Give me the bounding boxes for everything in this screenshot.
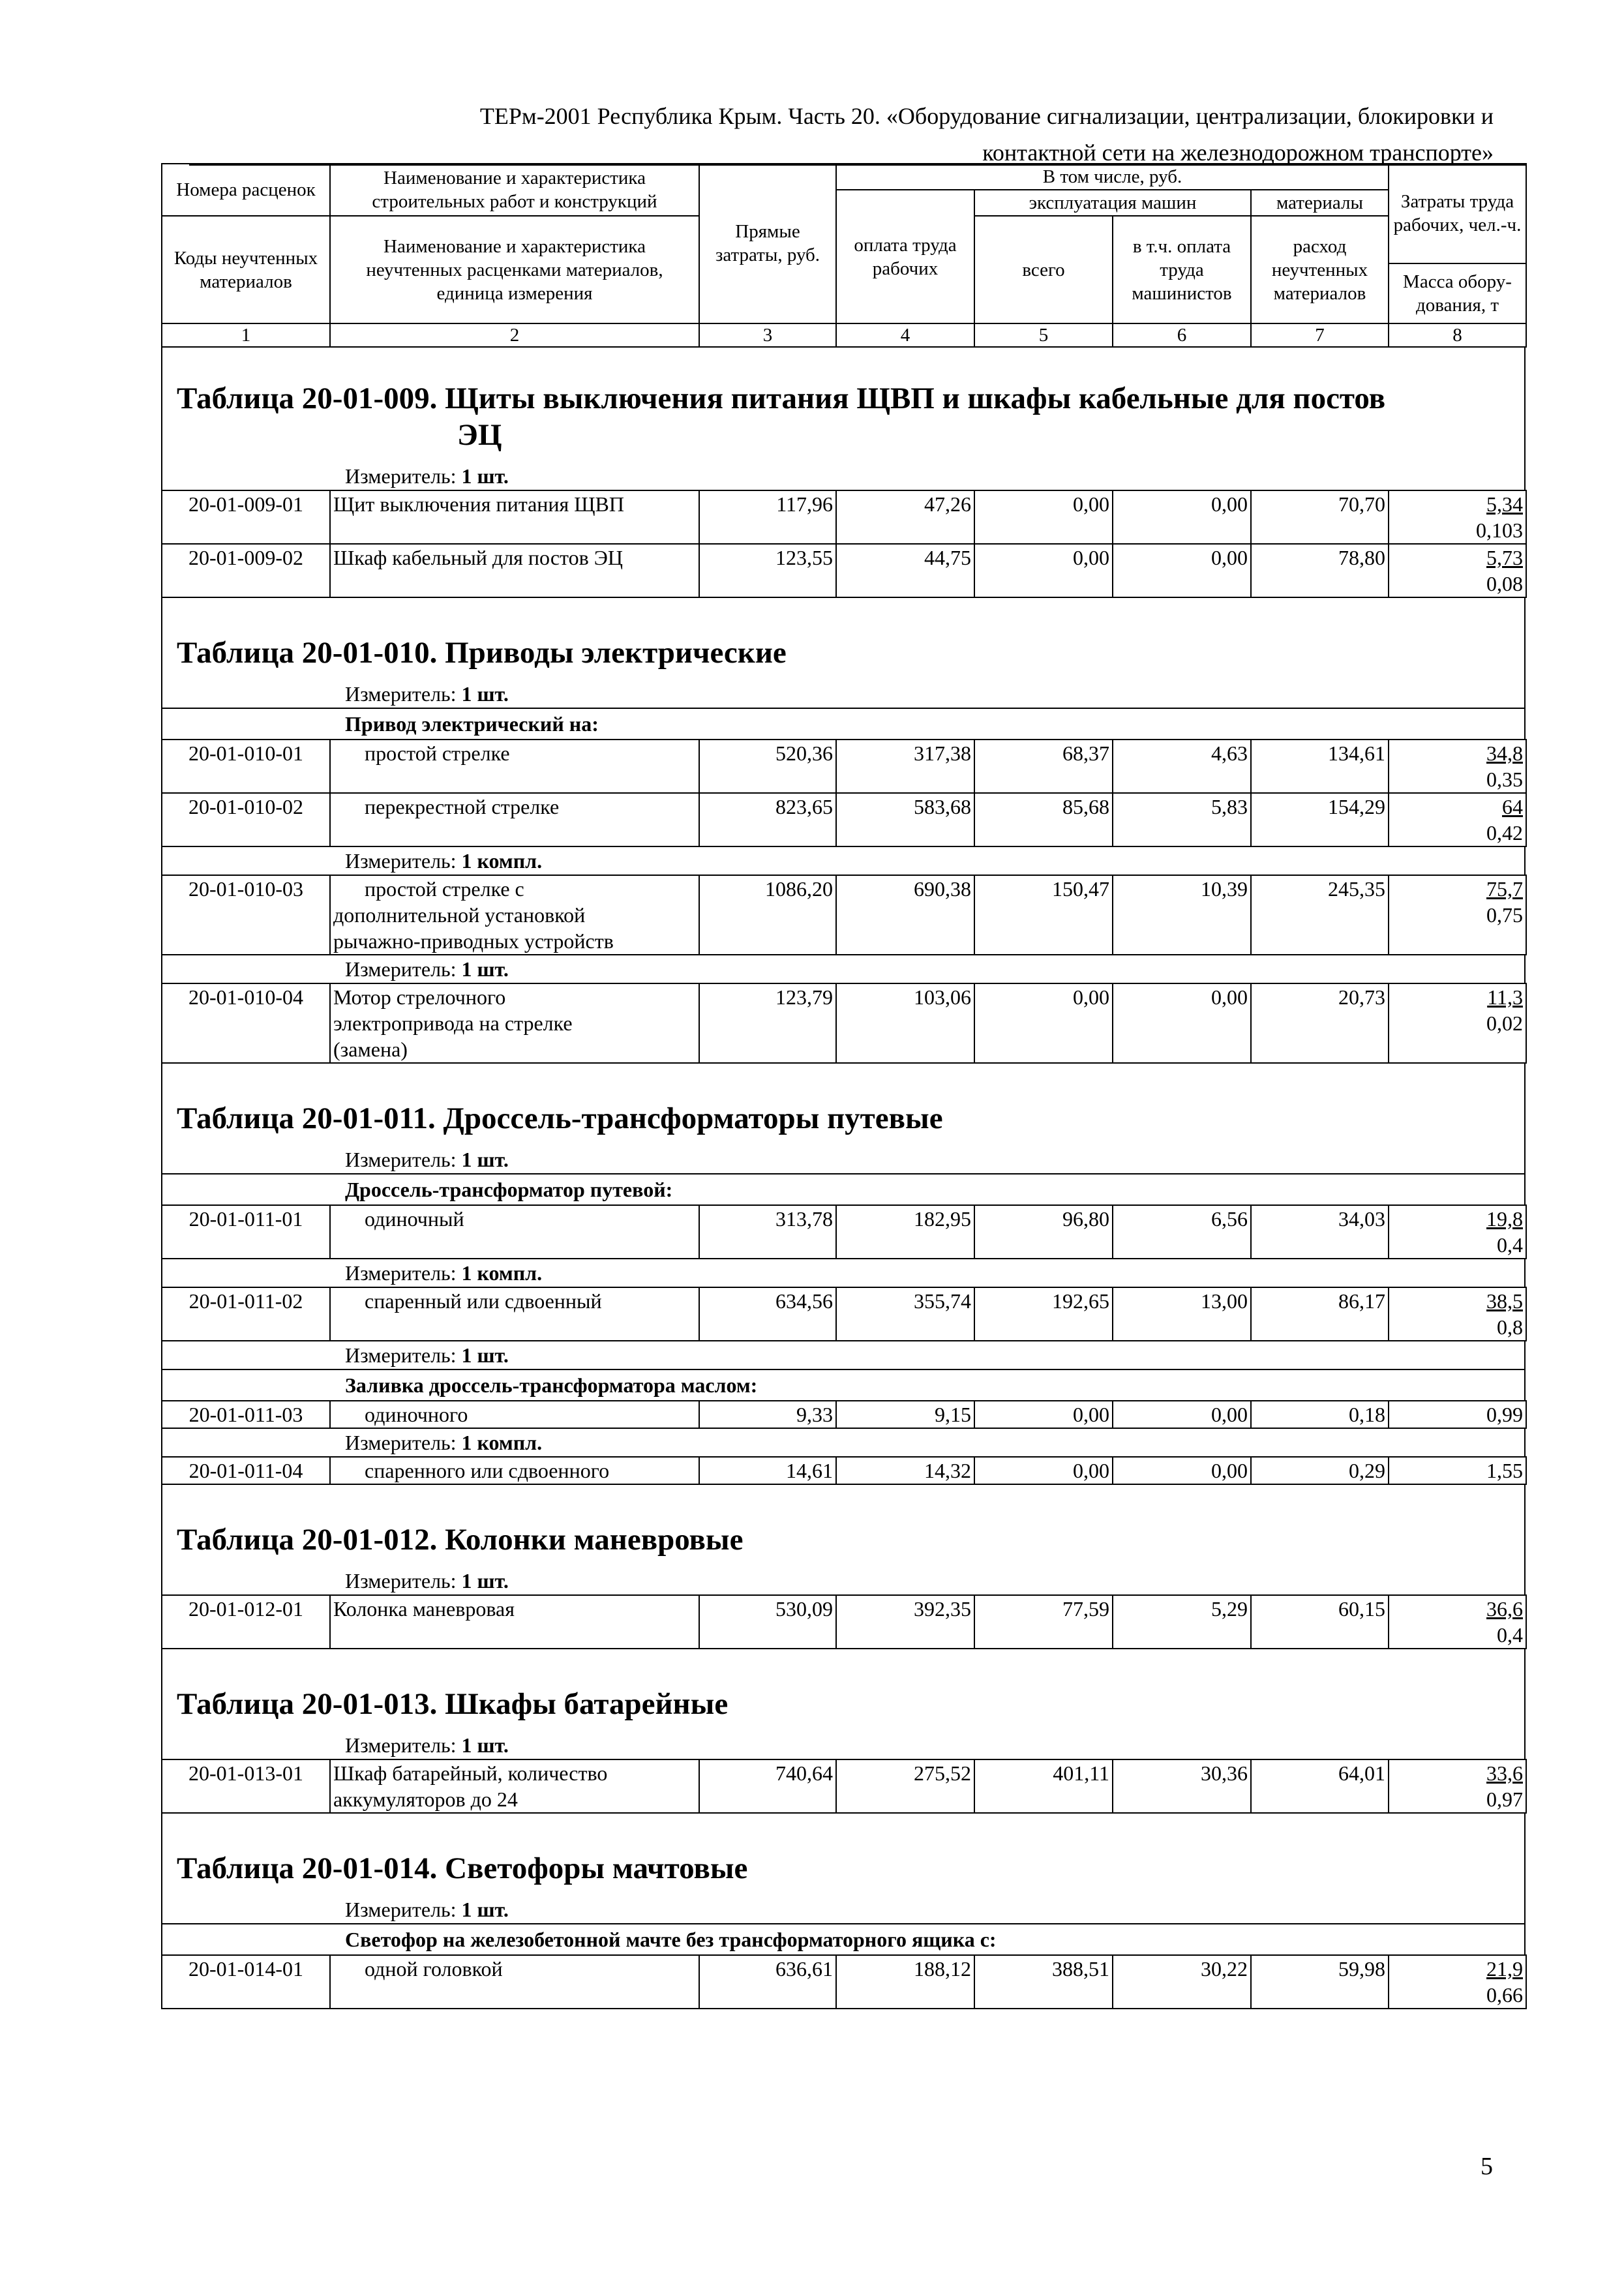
rates-table — [161, 1954, 1527, 2009]
table-row — [162, 1595, 1526, 1649]
rate-code: 20-01-011-02 — [162, 1287, 330, 1341]
col-number: 5 — [974, 323, 1113, 347]
worker-pay: 355,74 — [836, 1287, 974, 1341]
worker-pay: 14,32 — [836, 1457, 974, 1484]
table-row — [162, 1759, 1526, 1813]
equipment-mass: 0,8 — [1497, 1315, 1523, 1339]
table-row — [162, 740, 1526, 793]
labor-mass-cell — [1389, 490, 1526, 544]
col-number: 3 — [699, 323, 836, 347]
equipment-mass: 0,75 — [1486, 903, 1523, 927]
table-row — [162, 1401, 1526, 1428]
rates-table — [161, 1287, 1527, 1341]
table-title-continued: ЭЦ — [457, 418, 502, 452]
table-row — [162, 1287, 1526, 1341]
equipment-mass: 0,35 — [1486, 768, 1523, 791]
col3-header: Прямые затраты, руб. — [699, 164, 836, 323]
materials-cost: 78,80 — [1251, 544, 1389, 597]
machines-total: 96,80 — [974, 1205, 1113, 1259]
machines-total: 0,00 — [974, 490, 1113, 544]
rates-table — [161, 739, 1527, 847]
page-number: 5 — [1481, 2153, 1493, 2180]
rate-code: 20-01-010-04 — [162, 983, 330, 1063]
rate-name: спаренный или сдвоенный — [330, 1287, 699, 1341]
unit-line: Измеритель: 1 шт. — [161, 1896, 1526, 1923]
labor-mass-cell — [1389, 793, 1526, 846]
materials-cost: 60,15 — [1251, 1595, 1389, 1649]
materials-cost: 20,73 — [1251, 983, 1389, 1063]
unit-line: Измеритель: 1 шт. — [161, 680, 1526, 708]
equipment-mass: 0,08 — [1486, 572, 1523, 595]
materials-cost: 134,61 — [1251, 740, 1389, 793]
labor-mass-cell — [1389, 875, 1526, 955]
header-line-1: ТЕРм-2001 Республика Крым. Часть 20. «Оборудование сигнализации, централизации, блокировки и — [479, 103, 1494, 129]
col5-header: всего — [974, 216, 1113, 323]
labor-mass-cell — [1389, 1595, 1526, 1649]
labor-hours: 75,7 — [1486, 877, 1523, 901]
labor-hours: 5,73 — [1486, 546, 1523, 569]
worker-pay: 47,26 — [836, 490, 974, 544]
worker-pay: 188,12 — [836, 1955, 974, 2009]
machines-total: 150,47 — [974, 875, 1113, 955]
table-title-block — [161, 1064, 1526, 1146]
rate-name: Колонка маневровая — [330, 1595, 699, 1649]
col-number: 4 — [836, 323, 974, 347]
rate-code: 20-01-012-01 — [162, 1595, 330, 1649]
machinist-pay: 0,00 — [1113, 490, 1251, 544]
rates-table — [161, 983, 1527, 1064]
machines-total: 0,00 — [974, 983, 1113, 1063]
col6-header: в т.ч. оплата труда машинистов — [1113, 216, 1251, 323]
table-row — [162, 1457, 1526, 1484]
table-row — [162, 544, 1526, 597]
unit-line: Измеритель: 1 шт. — [161, 1567, 1526, 1594]
worker-pay: 182,95 — [836, 1205, 974, 1259]
col1-header-top: Номера расценок — [162, 164, 330, 216]
machines-total: 0,00 — [974, 544, 1113, 597]
rate-code: 20-01-014-01 — [162, 1955, 330, 2009]
machines-total: 0,00 — [974, 1457, 1113, 1484]
table-title: Таблица 20-01-010. Приводы электрические — [177, 636, 787, 670]
rates-table — [161, 490, 1527, 598]
equipment-mass: 0,4 — [1497, 1233, 1523, 1257]
materials-cost: 154,29 — [1251, 793, 1389, 846]
labor-mass-cell — [1389, 1287, 1526, 1341]
materials-cost: 70,70 — [1251, 490, 1389, 544]
table-title: Таблица 20-01-013. Шкафы батарейные — [177, 1687, 729, 1721]
materials-cost: 0,29 — [1251, 1457, 1389, 1484]
equipment-mass: 0,42 — [1486, 821, 1523, 845]
direct-cost: 530,09 — [699, 1595, 836, 1649]
table-title-block — [161, 1814, 1526, 1896]
worker-pay: 690,38 — [836, 875, 974, 955]
direct-cost: 123,55 — [699, 544, 836, 597]
labor-mass-cell — [1389, 983, 1526, 1063]
section-heading: Дроссель-трансформатор путевой: — [161, 1173, 1526, 1204]
machinist-pay: 5,29 — [1113, 1595, 1251, 1649]
rate-code: 20-01-011-03 — [162, 1401, 330, 1428]
table-row — [162, 983, 1526, 1063]
labor-hours: 34,8 — [1486, 741, 1523, 765]
col4-header: оплата труда рабочих — [836, 190, 974, 323]
labor-hours: 0,99 — [1389, 1401, 1526, 1428]
col-number: 7 — [1251, 323, 1389, 347]
rates-table — [161, 1456, 1527, 1485]
rate-code: 20-01-013-01 — [162, 1759, 330, 1813]
materials-cost: 0,18 — [1251, 1401, 1389, 1428]
header-line-2: контактной сети на железнодорожном транспорте» — [982, 140, 1494, 166]
labor-mass-cell — [1389, 544, 1526, 597]
equipment-mass: 0,02 — [1486, 1011, 1523, 1035]
labor-hours: 33,6 — [1486, 1761, 1523, 1785]
unit-line: Измеритель: 1 шт. — [161, 462, 1526, 490]
table-row — [162, 793, 1526, 846]
machinist-pay: 4,63 — [1113, 740, 1251, 793]
table-title-block — [161, 1649, 1526, 1731]
rates-table — [161, 1204, 1527, 1259]
labor-hours: 1,55 — [1389, 1457, 1526, 1484]
rate-code: 20-01-010-01 — [162, 740, 330, 793]
rate-name: Шкаф батарейный, количество аккумуляторов до 24 — [330, 1759, 699, 1813]
rate-name: одной головкой — [330, 1955, 699, 2009]
machinist-pay: 6,56 — [1113, 1205, 1251, 1259]
machinist-pay: 0,00 — [1113, 1401, 1251, 1428]
group-header: В том числе, руб. — [836, 164, 1389, 190]
worker-pay: 9,15 — [836, 1401, 974, 1428]
machinist-pay: 30,22 — [1113, 1955, 1251, 2009]
col-number: 1 — [162, 323, 330, 347]
labor-hours: 19,8 — [1486, 1207, 1523, 1231]
table-title: Таблица 20-01-009. Щиты выключения питания ЩВП и шкафы кабельные для постов — [177, 382, 1386, 415]
worker-pay: 583,68 — [836, 793, 974, 846]
machines-total: 68,37 — [974, 740, 1113, 793]
machines-header: эксплуатация машин — [974, 190, 1251, 216]
labor-hours: 36,6 — [1486, 1597, 1523, 1621]
table-row — [162, 1955, 1526, 2009]
materials-cost: 59,98 — [1251, 1955, 1389, 2009]
direct-cost: 636,61 — [699, 1955, 836, 2009]
table-title: Таблица 20-01-012. Колонки маневровые — [177, 1523, 744, 1557]
materials-cost: 34,03 — [1251, 1205, 1389, 1259]
direct-cost: 313,78 — [699, 1205, 836, 1259]
labor-mass-cell — [1389, 1205, 1526, 1259]
unit-line: Измеритель: 1 шт. — [161, 1341, 1526, 1369]
section-heading: Заливка дроссель-трансформатора маслом: — [161, 1369, 1526, 1400]
materials-cost: 64,01 — [1251, 1759, 1389, 1813]
section-heading: Привод электрический на: — [161, 708, 1526, 739]
rates-table — [161, 875, 1527, 955]
rate-name: Шкаф кабельный для постов ЭЦ — [330, 544, 699, 597]
machinist-pay: 0,00 — [1113, 1457, 1251, 1484]
rates-table — [161, 1400, 1527, 1429]
machines-total: 0,00 — [974, 1401, 1113, 1428]
table-title: Таблица 20-01-011. Дроссель-трансформаторы путевые — [177, 1101, 943, 1135]
column-header-table — [161, 163, 1527, 348]
unit-line: Измеритель: 1 компл. — [161, 1259, 1526, 1287]
direct-cost: 634,56 — [699, 1287, 836, 1341]
rate-name: спаренного или сдвоенного — [330, 1457, 699, 1484]
col2-header-bottom: Наименование и характеристика неучтенных расценками материалов, единица измерения — [330, 216, 699, 323]
table-title-block — [161, 348, 1526, 462]
equipment-mass: 0,103 — [1476, 518, 1523, 542]
table-row — [162, 490, 1526, 544]
materials-cost: 86,17 — [1251, 1287, 1389, 1341]
rate-name: простой стрелке — [330, 740, 699, 793]
unit-line: Измеритель: 1 шт. — [161, 1731, 1526, 1759]
materials-header: материалы — [1251, 190, 1389, 216]
labor-mass-cell — [1389, 1955, 1526, 2009]
worker-pay: 103,06 — [836, 983, 974, 1063]
materials-cost: 245,35 — [1251, 875, 1389, 955]
rate-name: простой стрелке с дополнительной установкой рычажно-приводных устройств — [330, 875, 699, 955]
col7-header: расход неучтенных материалов — [1251, 216, 1389, 323]
rate-code: 20-01-011-01 — [162, 1205, 330, 1259]
rates-table — [161, 1594, 1527, 1649]
table-title: Таблица 20-01-014. Светофоры мачтовые — [177, 1851, 748, 1885]
machinist-pay: 0,00 — [1113, 983, 1251, 1063]
rate-name: перекрестной стрелке — [330, 793, 699, 846]
worker-pay: 392,35 — [836, 1595, 974, 1649]
worker-pay: 317,38 — [836, 740, 974, 793]
rate-code: 20-01-009-01 — [162, 490, 330, 544]
labor-mass-cell — [1389, 1759, 1526, 1813]
machines-total: 85,68 — [974, 793, 1113, 846]
labor-hours: 38,5 — [1486, 1289, 1523, 1313]
col2-header-top: Наименование и характеристика строительных работ и конструкций — [330, 164, 699, 216]
col1-header-bottom: Коды неучтенных материалов — [162, 216, 330, 323]
worker-pay: 44,75 — [836, 544, 974, 597]
machinist-pay: 0,00 — [1113, 544, 1251, 597]
col8-header-bottom: Масса обору-дования, т — [1389, 263, 1526, 323]
direct-cost: 1086,20 — [699, 875, 836, 955]
unit-line: Измеритель: 1 шт. — [161, 955, 1526, 983]
machines-total: 192,65 — [974, 1287, 1113, 1341]
direct-cost: 123,79 — [699, 983, 836, 1063]
rate-code: 20-01-010-03 — [162, 875, 330, 955]
table-title-block — [161, 598, 1526, 680]
machines-total: 77,59 — [974, 1595, 1113, 1649]
direct-cost: 14,61 — [699, 1457, 836, 1484]
col-number: 6 — [1113, 323, 1251, 347]
machinist-pay: 13,00 — [1113, 1287, 1251, 1341]
rate-code: 20-01-009-02 — [162, 544, 330, 597]
table-row — [162, 875, 1526, 955]
col-number: 8 — [1389, 323, 1526, 347]
col-number: 2 — [330, 323, 699, 347]
worker-pay: 275,52 — [836, 1759, 974, 1813]
labor-hours: 21,9 — [1486, 1957, 1523, 1981]
labor-mass-cell — [1389, 740, 1526, 793]
rate-name: Щит выключения питания ЩВП — [330, 490, 699, 544]
direct-cost: 520,36 — [699, 740, 836, 793]
tables-content — [161, 348, 1526, 2009]
machinist-pay: 10,39 — [1113, 875, 1251, 955]
unit-line: Измеритель: 1 шт. — [161, 1146, 1526, 1173]
rate-name: одиночный — [330, 1205, 699, 1259]
rates-table — [161, 1759, 1527, 1814]
unit-line: Измеритель: 1 компл. — [161, 1429, 1526, 1456]
equipment-mass: 0,97 — [1486, 1788, 1523, 1811]
machines-total: 388,51 — [974, 1955, 1113, 2009]
direct-cost: 117,96 — [699, 490, 836, 544]
page-header — [183, 98, 1494, 171]
direct-cost: 740,64 — [699, 1759, 836, 1813]
section-heading: Светофор на железобетонной мачте без трансформаторного ящика с: — [161, 1923, 1526, 1954]
rate-code: 20-01-011-04 — [162, 1457, 330, 1484]
col8-header-top: Затраты труда рабочих, чел.-ч. — [1389, 164, 1526, 263]
direct-cost: 823,65 — [699, 793, 836, 846]
rate-name: одиночного — [330, 1401, 699, 1428]
unit-line: Измеритель: 1 компл. — [161, 847, 1526, 875]
labor-hours: 11,3 — [1487, 985, 1523, 1009]
labor-hours: 64 — [1502, 795, 1523, 818]
direct-cost: 9,33 — [699, 1401, 836, 1428]
equipment-mass: 0,66 — [1486, 1983, 1523, 2007]
rate-name: Мотор стрелочного электропривода на стрелке (замена) — [330, 983, 699, 1063]
table-title-block — [161, 1485, 1526, 1567]
rate-code: 20-01-010-02 — [162, 793, 330, 846]
machines-total: 401,11 — [974, 1759, 1113, 1813]
table-row — [162, 1205, 1526, 1259]
labor-hours: 5,34 — [1486, 492, 1523, 516]
machinist-pay: 5,83 — [1113, 793, 1251, 846]
machinist-pay: 30,36 — [1113, 1759, 1251, 1813]
equipment-mass: 0,4 — [1497, 1623, 1523, 1647]
